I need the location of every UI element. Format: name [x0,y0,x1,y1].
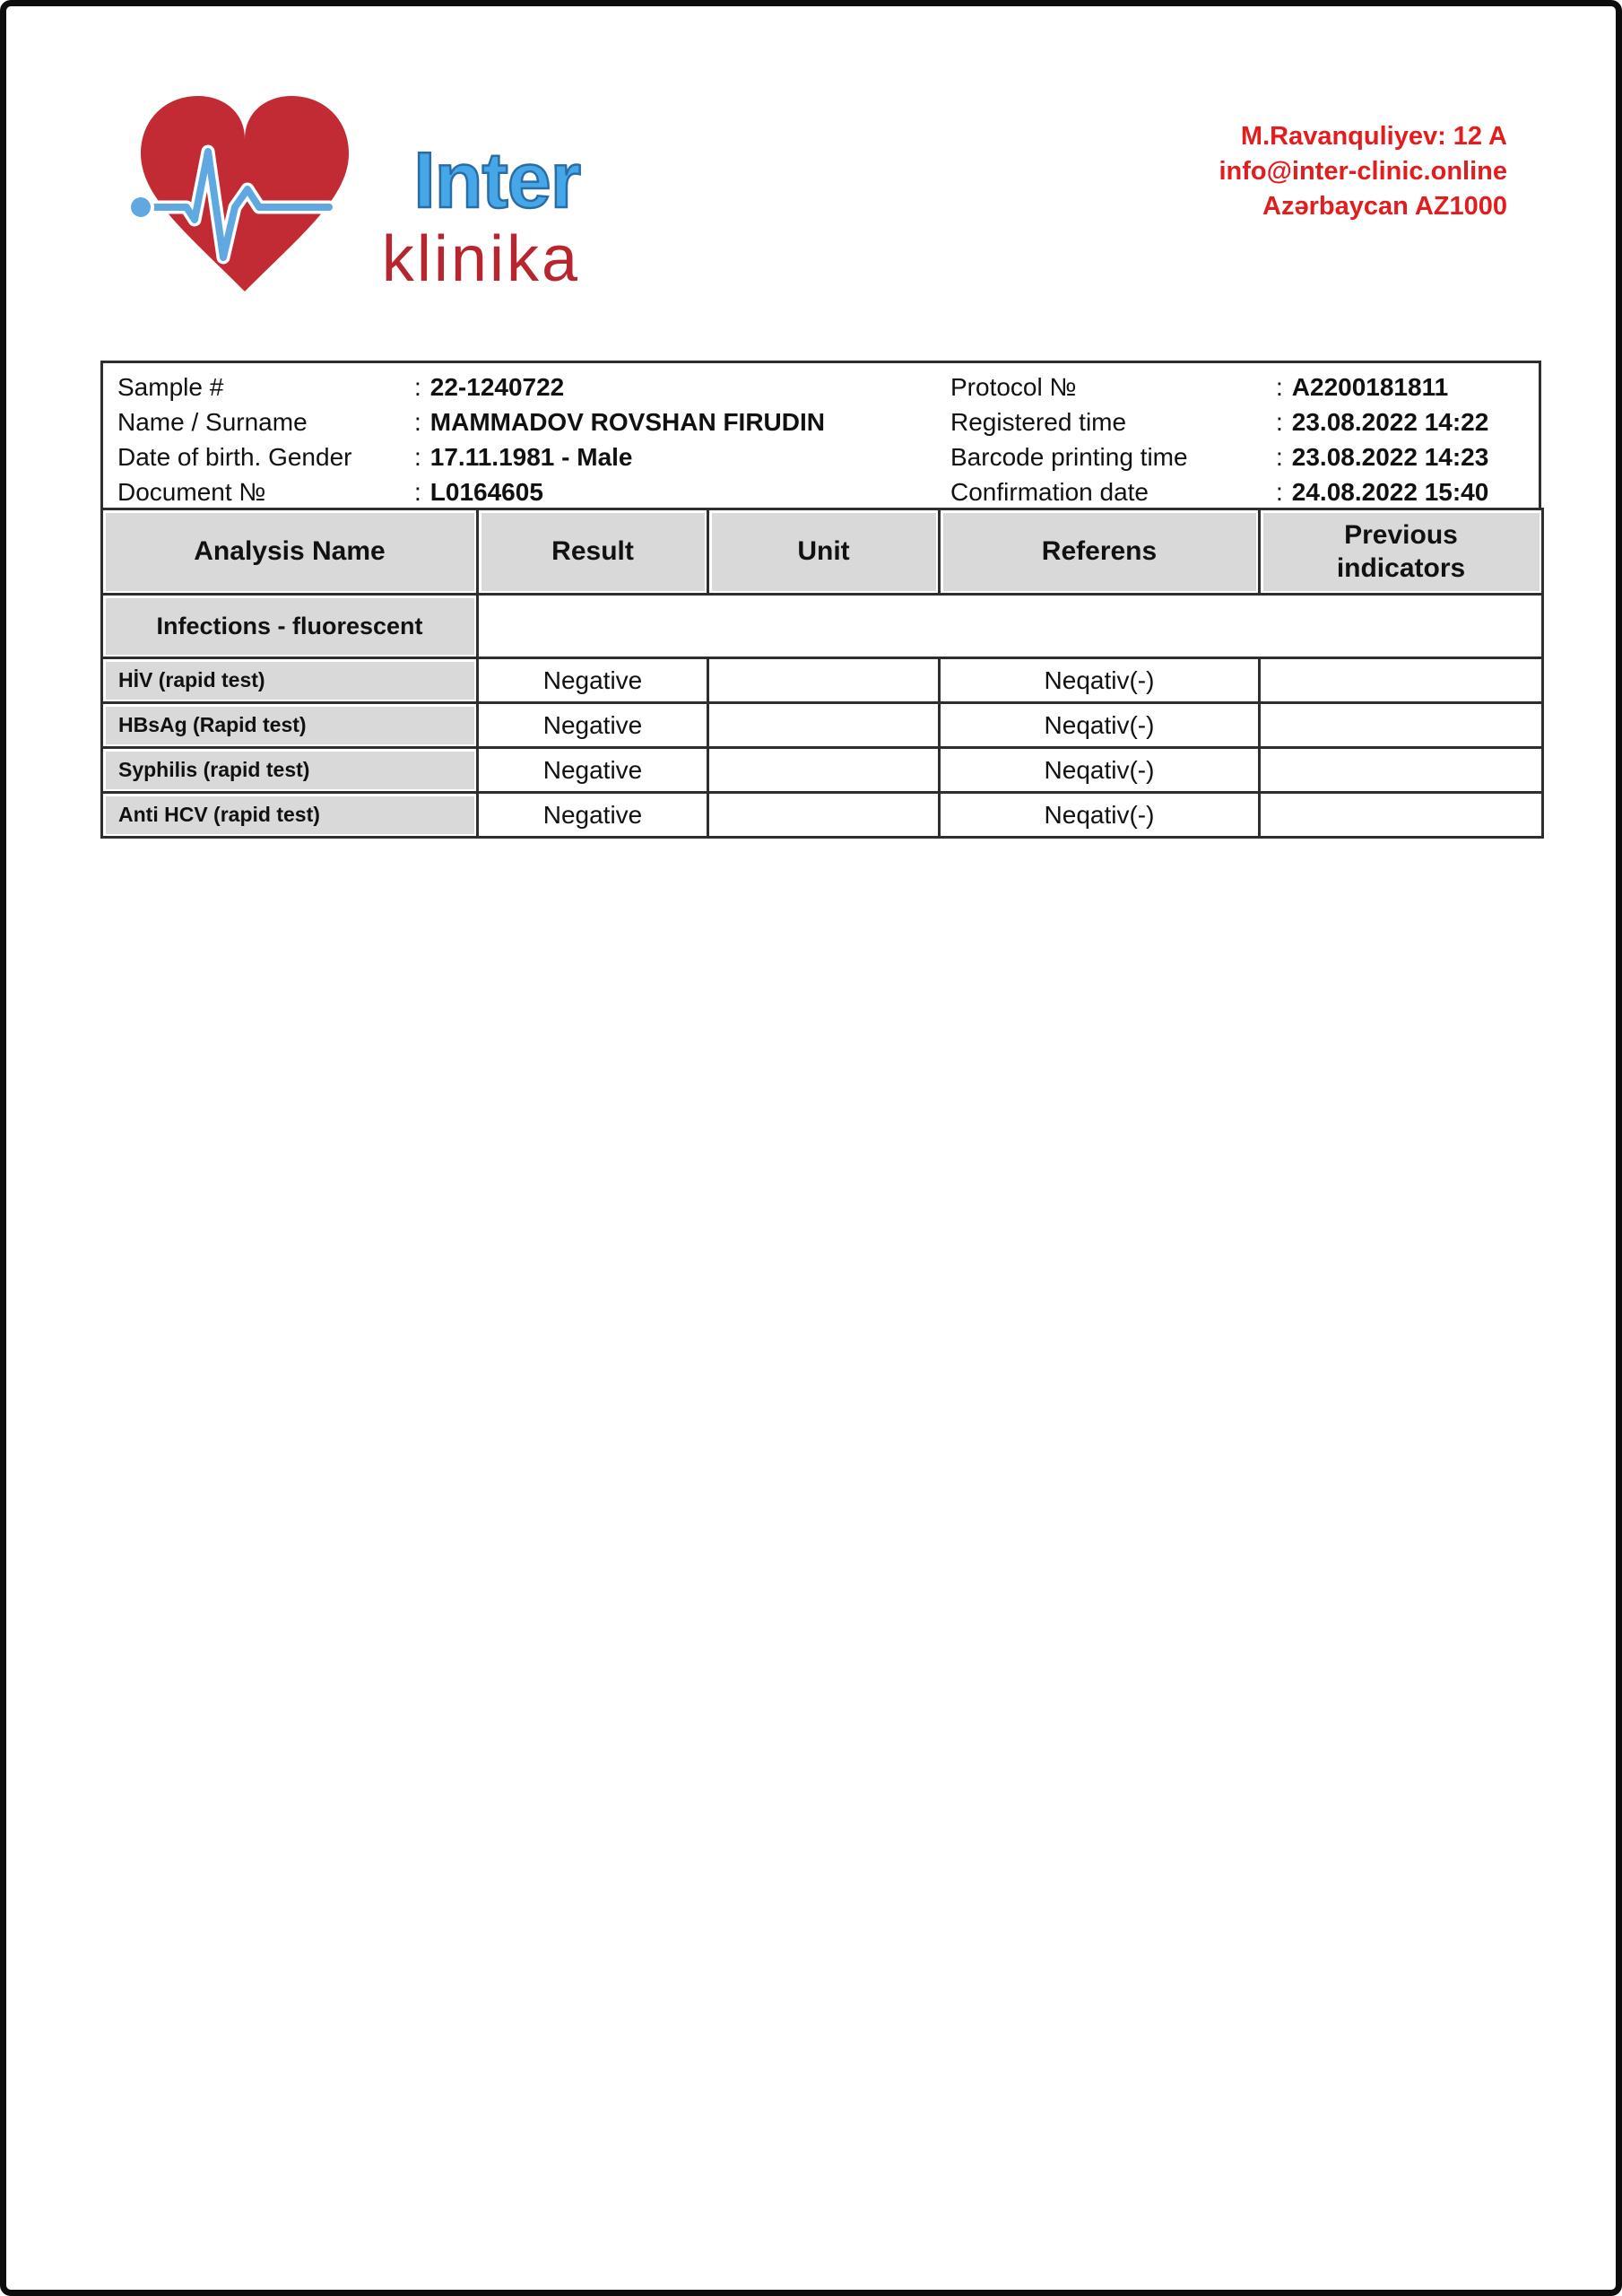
info-label: Name / Surname [117,407,308,436]
heart-ekg-icon [128,85,358,306]
info-row-document [117,474,950,509]
previous-cell [1260,658,1543,703]
report-content [100,361,1541,839]
referens-cell: Neqativ(-) [940,658,1260,703]
result-cell: Negative [478,793,708,838]
info-colon: : [1276,407,1283,436]
contact-country: Azərbaycan AZ1000 [1262,192,1507,221]
info-label: Protocol № [950,372,1077,401]
info-row-birth-gender [117,439,950,474]
analysis-name: Anti HCV (rapid test) [118,803,320,826]
header-label: Result [551,536,634,567]
clinic-contact-block [1219,119,1507,224]
section-title: Infections - fluorescent [102,595,478,658]
info-value: 17.11.1981 - Male [429,442,633,471]
clinic-name [367,135,580,295]
section-blank [478,595,1543,658]
table-row-hbsag [102,703,1543,748]
header-analysis-name [102,509,478,595]
unit-cell [708,793,940,838]
info-row-registered [950,404,1539,439]
info-colon: : [414,477,421,506]
info-label: Barcode printing time [950,442,1188,471]
unit-cell [708,748,940,793]
clinic-name-secondary: klinika [381,223,580,295]
analysis-name-cell [102,748,478,793]
header-label: Unit [797,536,850,567]
results-table [100,508,1544,839]
info-value: 22-1240722 [429,372,565,401]
contact-address: M.Ravanquliyev: 12 A [1240,122,1507,151]
info-value: 24.08.2022 15:40 [1291,477,1489,506]
contact-email: info@inter-clinic.online [1219,157,1507,186]
info-value: 23.08.2022 14:23 [1291,442,1489,471]
info-value: A2200181811 [1291,372,1449,401]
patient-info-left [103,370,950,508]
info-label: Sample # [117,372,224,401]
analysis-name-cell [102,793,478,838]
info-colon: : [414,442,421,471]
unit-cell [708,703,940,748]
info-label: Document № [117,477,266,506]
table-row-anti-hcv [102,793,1543,838]
info-label: Confirmation date [950,477,1149,506]
analysis-name-cell [102,658,478,703]
info-value: 23.08.2022 14:22 [1291,407,1489,436]
info-row-name [117,404,950,439]
table-row-hiv [102,658,1543,703]
patient-info-right [950,370,1539,508]
header-label: Referens [1041,536,1158,567]
info-label: Date of birth. Gender [117,442,352,471]
referens-cell: Neqativ(-) [940,793,1260,838]
header-previous-indicators [1260,509,1543,595]
analysis-name: HİV (rapid test) [118,668,265,691]
info-colon: : [1276,372,1283,401]
analysis-name-cell [102,703,478,748]
header-unit [708,509,940,595]
info-value: L0164605 [429,477,543,506]
result-cell: Negative [478,748,708,793]
header-referens [940,509,1260,595]
analysis-name: Syphilis (rapid test) [118,758,310,781]
clinic-name-primary: Inter [413,135,580,224]
result-cell: Negative [478,658,708,703]
info-label: Registered time [950,407,1127,436]
previous-cell [1260,793,1543,838]
previous-cell [1260,748,1543,793]
info-colon: : [414,372,421,401]
header-label: Analysis Name [194,536,386,567]
info-row-barcode [950,439,1539,474]
info-row-protocol [950,370,1539,404]
clinic-logo [128,85,580,306]
results-header-row [102,509,1543,595]
referens-cell: Neqativ(-) [940,748,1260,793]
info-colon: : [1276,477,1283,506]
unit-cell [708,658,940,703]
info-value: MAMMADOV ROVSHAN FIRUDIN [429,407,825,436]
info-colon: : [414,407,421,436]
header-result [478,509,708,595]
previous-cell [1260,703,1543,748]
info-row-confirmation [950,474,1539,509]
section-row [102,595,1543,658]
header-label: Previous indicators [1336,519,1466,583]
table-row-syphilis [102,748,1543,793]
referens-cell: Neqativ(-) [940,703,1260,748]
info-row-sample [117,370,950,404]
info-colon: : [1276,442,1283,471]
patient-info-box [100,361,1541,510]
analysis-name: HBsAg (Rapid test) [118,713,307,736]
result-cell: Negative [478,703,708,748]
